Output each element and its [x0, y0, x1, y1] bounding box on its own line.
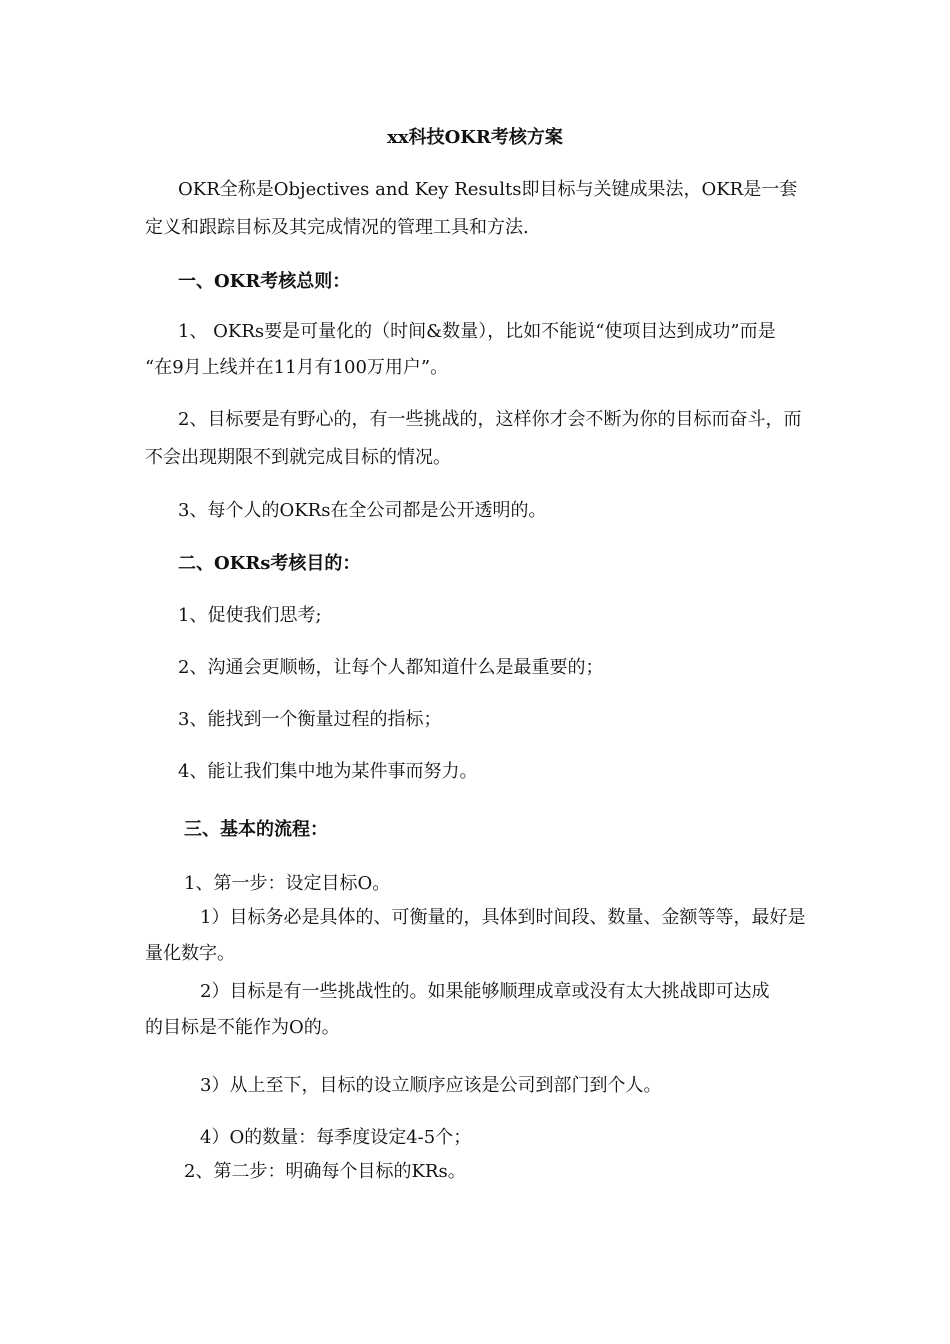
section3-heading: 三、基本的流程： [184, 819, 328, 840]
section1-item2-line1: 2、目标要是有野心的，有一些挑战的，这样你才会不断为你的目标而奋斗，而 [178, 409, 802, 430]
section3-sub2-line1: 2）目标是有一些挑战性的。如果能够顺理成章或没有太大挑战即可达成 [200, 981, 770, 1002]
intro-line-2: 定义和跟踪目标及其完成情况的管理工具和方法. [145, 217, 529, 238]
section3-sub4: 4）O的数量：每季度设定4-5个； [200, 1127, 472, 1148]
intro-line-1: OKR全称是Objectives and Key Results即目标与关键成果法，OKR是一套 [178, 179, 798, 200]
section2-item1: 1、促使我们思考; [178, 605, 322, 626]
section3-sub3: 3）从上至下，目标的设立顺序应该是公司到部门到个人。 [200, 1075, 662, 1096]
section3-step1: 1、第一步：设定目标O。 [184, 873, 391, 894]
section1-heading: 一、OKR考核总则： [178, 271, 351, 292]
document-title: xx科技OKR考核方案 [387, 127, 563, 148]
section2-item2: 2、沟通会更顺畅，让每个人都知道什么是最重要的； [178, 657, 604, 678]
section1-item2-line2: 不会出现期限不到就完成目标的情况。 [145, 447, 451, 468]
section3-sub1-line2: 量化数字。 [145, 943, 235, 964]
section1-item3: 3、每个人的OKRs在全公司都是公开透明的。 [178, 500, 547, 521]
section3-sub1-line1: 1）目标务必是具体的、可衡量的，具体到时间段、数量、金额等等，最好是 [200, 907, 806, 928]
section2-item3: 3、能找到一个衡量过程的指标； [178, 709, 442, 730]
section1-item1-line1: 1、 OKRs要是可量化的（时间&数量），比如不能说“使项目达到成功”而是 [178, 321, 776, 342]
section3-sub2-line2: 的目标是不能作为O的。 [145, 1017, 340, 1038]
section3-step2: 2、第二步：明确每个目标的KRs。 [184, 1161, 466, 1182]
section2-item4: 4、能让我们集中地为某件事而努力。 [178, 761, 478, 782]
section2-heading: 二、OKRs考核目的： [178, 553, 361, 574]
section1-item1-line2: “在9月上线并在11月有100万用户”。 [145, 357, 449, 378]
